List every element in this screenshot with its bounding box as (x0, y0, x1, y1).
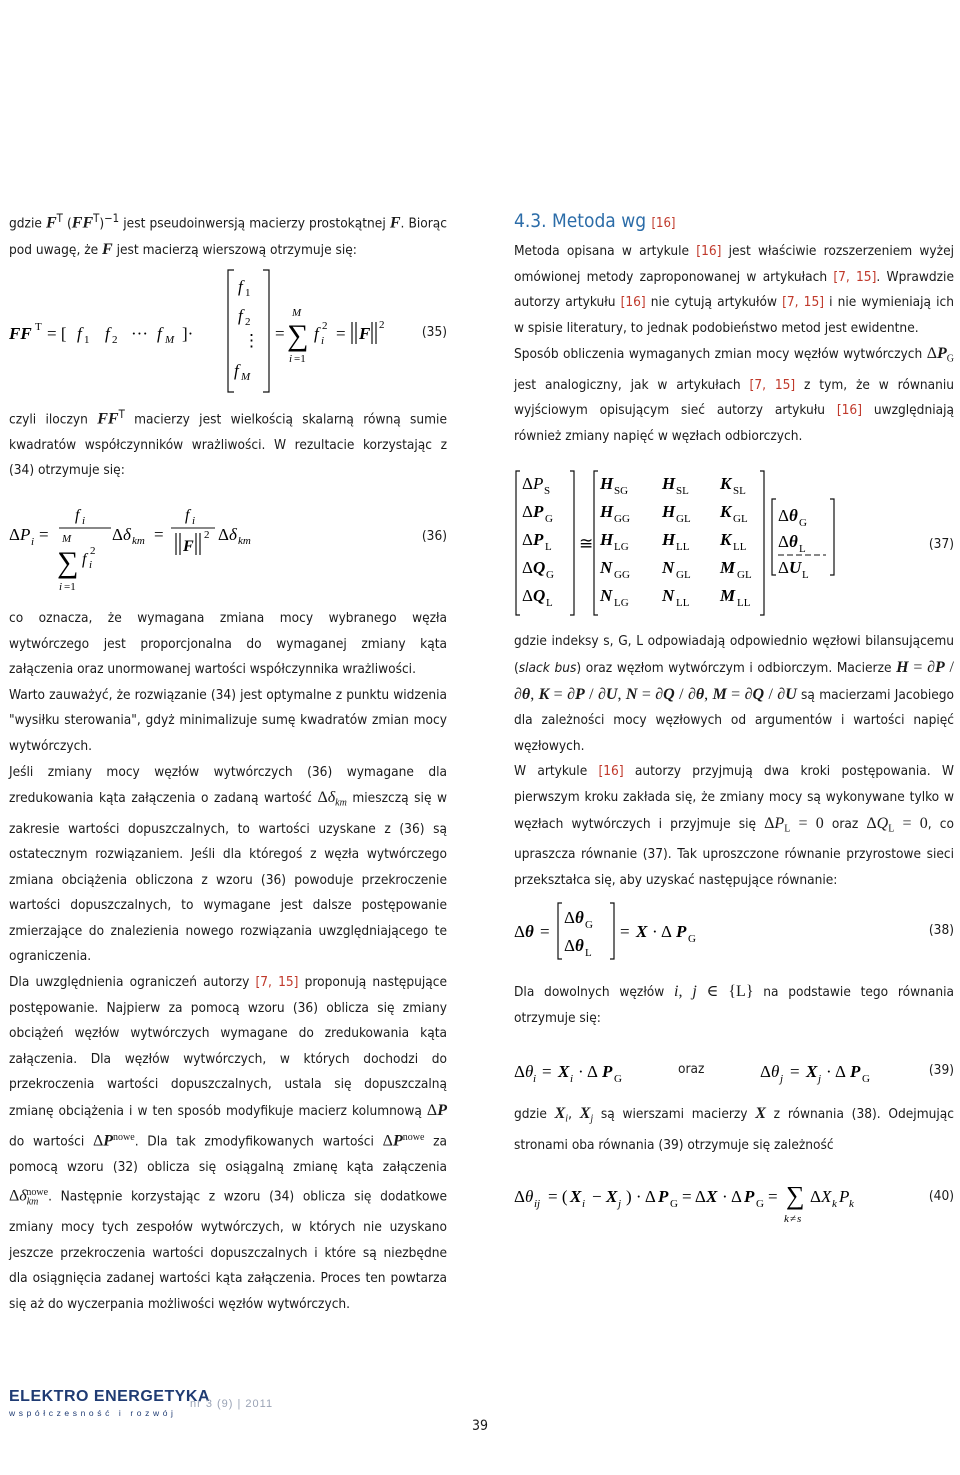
svg-text:Δ: Δ (522, 530, 533, 550)
svg-text:≅: ≅ (579, 534, 594, 554)
paragraph-r1: Metoda opisana w artykule [16] jest właściwie rozszerzeniem wyżej omówionej metody zaproponowanej w artykułach [7, 15]. Wprawdzie autorzy artykułu [16] nie cytują artykułów [7, 15] i nie wymieniają ich w spisie literatury, to jednak podobieństwo metod jest ewidentne. (514, 243, 954, 336)
svg-text:k: k (784, 1213, 789, 1226)
svg-text:P: P (676, 922, 687, 942)
svg-text:= Δ: = Δ (682, 1187, 706, 1207)
equation-35-number: (35) (421, 323, 447, 340)
svg-text:θ: θ (789, 532, 798, 552)
svg-text:K: K (720, 502, 732, 522)
svg-text:· Δ: · Δ (578, 1062, 598, 1082)
svg-text:N: N (600, 586, 613, 606)
paragraph-2: czyli iloczyn $FF^T$ macierzy jest wielkością skalarną równą sumie kwadratów współczynników wrażliwości. W rezultacie korzystając z (34) otrzymuje się: (9, 406, 447, 479)
equation-40-number: (40) (928, 1188, 954, 1205)
svg-text:P: P (839, 1187, 850, 1207)
paragraph-6: Dla uwzględnienia ograniczeń autorzy [7, 15] proponują następujące postępowanie. Najpierw za pomocą wzoru (36) oblicza się zmiany obciążeń węzłów wytwórczych wymagane do zredukowania kąta załączenia. Dla węzłów wytwórczych, w których dochodzi do przekroczenia wartości dopuszczalnych, ustala się dopuszczalną zmianę obciążenia i w ten sposób modyfikuje macierz kolumnową ΔP do wartości $\Delta P^{nowe}$. Dla tak zmodyfikowanych wartości $\Delta P^{nowe}$ za pomocą wzoru (32) oblicza się osiągalną zmianę kąta załączenia $\Delta\delta_{km}^{nowe}$. Następnie korzystając z wzoru (34) oblicza się dodatkowe zmiany mocy tych zespołów wytwórczych, w których nie uzyskano jeszcze przekroczenia wartości dopuszczalnych i które są niezbędne dla osiągnięcia zadanej wartości kąta załączenia. Proces ten powtarza się aż do wyczerpania możliwości węzłów wytwórczych. (9, 974, 448, 1312)
svg-text:L: L (546, 597, 553, 610)
paragraph-r2: Sposób obliczenia wymaganych zmian mocy węzłów wytwórczych $\Delta P_G$ jest analogiczny, jak w artykułach [7, 15] z tym, że w równaniu wyjściowym opisującym sieć autorzy artykułu [16] uwzględniają również zmiany napięć w węzłach odbiorczych. (514, 345, 954, 444)
svg-text:∑: ∑ (786, 1181, 805, 1211)
paragraph-r6: gdzie $X_i$, $X_j$ są wierszami macierzy X z równania (38). Odejmując stronami oba równania (39) otrzymuje się zależność (514, 1105, 954, 1153)
svg-text:G: G (688, 933, 696, 946)
svg-text:X: X (558, 1062, 570, 1082)
svg-text:∑: ∑ (287, 318, 309, 352)
svg-text:= (: = ( (548, 1187, 568, 1207)
svg-text:δ: δ (123, 525, 131, 545)
journal-logo-subtitle: współczesność i rozwój (9, 1408, 177, 1418)
svg-text:f: f (82, 551, 87, 569)
svg-text:Δ: Δ (778, 506, 789, 526)
equation-37-number: (37) (928, 536, 954, 553)
svg-text:θ: θ (525, 1062, 534, 1082)
svg-text:Δ: Δ (112, 525, 123, 545)
svg-text:M: M (62, 533, 72, 546)
svg-text:=: = (39, 525, 49, 545)
svg-text:X: X (606, 1187, 618, 1207)
svg-text:N: N (662, 586, 675, 606)
svg-text:X: X (570, 1187, 582, 1207)
equation-39-right-svg (760, 1053, 890, 1089)
svg-text:U: U (789, 558, 802, 578)
svg-text:s: s (797, 1213, 802, 1226)
svg-text:H: H (600, 530, 614, 550)
svg-text:2: 2 (322, 319, 328, 332)
svg-text:i: i (321, 334, 325, 347)
svg-text:Δ: Δ (522, 502, 533, 522)
svg-text:L: L (585, 947, 592, 960)
svg-text:i: i (192, 515, 196, 528)
svg-text:G: G (670, 1198, 678, 1211)
svg-text:f: f (77, 323, 82, 343)
svg-text:GL: GL (733, 513, 748, 526)
svg-text:· Δ: · Δ (826, 1062, 846, 1082)
svg-text:G: G (614, 1073, 622, 1086)
svg-text:H: H (662, 502, 676, 522)
svg-text:=: = (768, 1187, 778, 1207)
svg-text:X: X (806, 1062, 818, 1082)
svg-text:LG: LG (614, 597, 629, 610)
svg-text:H: H (600, 474, 614, 494)
svg-text:ij: ij (534, 1198, 541, 1211)
svg-text:G: G (585, 919, 593, 932)
svg-text:2: 2 (379, 318, 385, 331)
paragraph-r4: W artykule [16] autorzy przyjmują dwa kroki postępowania. W pierwszym kroku zakłada się, że zmiany mocy są wykonywane tylko w węzłach wytwórczych i przyjmuje się $\Delta P_L = 0$ oraz $\Delta Q_L = 0$, co upraszcza równanie (37). Tak uproszczone równanie przyrostowe sieci przekształca się, aby uzyskać następujące równanie: (514, 763, 955, 888)
svg-text:Δ: Δ (514, 1187, 525, 1207)
svg-text:F: F (359, 323, 371, 343)
equation-37 (514, 469, 954, 621)
svg-text:=: = (620, 922, 630, 942)
svg-text:· Δ: · Δ (652, 922, 672, 942)
svg-text:Δ: Δ (522, 586, 533, 606)
svg-text:H: H (662, 530, 676, 550)
paragraph-1: gdzie $F^T$ $(FF^T)^{-1}$ jest pseudoinwersją macierzy prostokątnej F. Biorąc pod uwagę, że F jest macierzą wierszową otrzymuje się: (9, 211, 447, 259)
svg-text:=: = (542, 1062, 552, 1082)
svg-text:]·: ]· (182, 323, 194, 343)
svg-text:j: j (818, 1073, 822, 1086)
svg-text:LG: LG (614, 541, 629, 554)
svg-text:GG: GG (614, 569, 630, 582)
equation-38 (514, 899, 954, 963)
svg-text:FF: FF (9, 323, 32, 343)
svg-text:M: M (720, 586, 736, 606)
svg-text:M: M (720, 558, 736, 578)
svg-text:i: i (582, 1198, 586, 1211)
svg-text:2: 2 (245, 315, 251, 328)
equation-39-oraz: oraz (678, 1061, 705, 1078)
svg-text:) · Δ: ) · Δ (626, 1187, 656, 1207)
svg-text:LL: LL (737, 597, 751, 610)
svg-text:i: i (289, 352, 293, 365)
svg-text:i: i (570, 1073, 574, 1086)
svg-text:δ: δ (229, 525, 237, 545)
svg-text:Δ: Δ (522, 558, 533, 578)
svg-text:N: N (600, 558, 613, 578)
svg-text:P: P (533, 502, 544, 522)
svg-text:=1: =1 (64, 581, 76, 594)
svg-text:1: 1 (245, 286, 251, 299)
svg-text:Δ: Δ (810, 1187, 821, 1207)
svg-text:Δ: Δ (218, 525, 229, 545)
svg-text:L: L (545, 541, 552, 554)
svg-text:≠: ≠ (790, 1213, 797, 1226)
svg-text:2: 2 (90, 545, 96, 558)
equation-35-svg (9, 264, 409, 402)
svg-text:P: P (850, 1062, 861, 1082)
svg-text:X: X (706, 1187, 718, 1207)
svg-text:2: 2 (112, 333, 118, 346)
equation-35 (9, 264, 447, 402)
svg-text:k: k (849, 1198, 854, 1211)
svg-text:SG: SG (614, 485, 629, 498)
page-number: 39 (472, 1418, 489, 1434)
svg-text:=: = (540, 922, 550, 942)
svg-text:f: f (238, 305, 243, 325)
svg-text:= [: = [ (47, 323, 67, 343)
svg-text:Q: Q (533, 558, 546, 578)
svg-text:P: P (533, 530, 544, 550)
svg-text:=: = (154, 525, 164, 545)
equation-37-svg (514, 469, 914, 619)
svg-text:G: G (756, 1198, 764, 1211)
svg-text:Δ: Δ (514, 1062, 525, 1082)
svg-text:F: F (183, 538, 194, 556)
svg-text:GL: GL (737, 569, 752, 582)
svg-text:Δ: Δ (564, 908, 575, 928)
svg-text:X: X (636, 922, 648, 942)
svg-text:i: i (82, 515, 86, 528)
left-column (9, 206, 447, 1318)
equation-36-number: (36) (421, 528, 447, 545)
svg-text:2: 2 (204, 529, 210, 542)
svg-text:j: j (618, 1198, 622, 1211)
svg-text:θ: θ (525, 922, 534, 942)
svg-text:Δ: Δ (9, 525, 20, 545)
svg-text:⋮: ⋮ (243, 330, 260, 350)
svg-text:j: j (780, 1073, 784, 1086)
svg-text:SL: SL (676, 485, 689, 498)
svg-text:Q: Q (533, 586, 546, 606)
svg-text:P: P (602, 1062, 613, 1082)
svg-text:GG: GG (614, 513, 630, 526)
equation-38-svg (514, 899, 814, 963)
svg-text:K: K (720, 474, 732, 494)
svg-text:θ: θ (575, 908, 584, 928)
svg-text:f: f (157, 323, 162, 343)
svg-text:M: M (241, 370, 251, 383)
paragraph-r5: Dla dowolnych węzłów i, j ∈ {L} na podstawie tego równania otrzymuje się: (514, 983, 955, 1026)
svg-text:i: i (59, 581, 63, 594)
svg-text:P: P (658, 1187, 669, 1207)
svg-text:L: L (799, 543, 806, 556)
svg-text:LL: LL (676, 597, 690, 610)
svg-text:· Δ: · Δ (722, 1187, 742, 1207)
svg-text:θ: θ (771, 1062, 780, 1082)
svg-text:Δ: Δ (514, 922, 525, 942)
svg-text:LL: LL (676, 541, 690, 554)
equation-36-svg (9, 496, 409, 606)
svg-text:N: N (662, 558, 675, 578)
svg-text:GL: GL (676, 569, 691, 582)
svg-text:G: G (799, 517, 807, 530)
svg-text:f: f (75, 507, 80, 525)
paragraph-5: Jeśli zmiany mocy węzłów wytwórczych (36) wymagane dla zredukowania kąta załączenia o zadaną wartość $\Delta\delta_{km}$ mieszczą się w zakresie wartości dopuszczalnych, to wartości uzyskane z (36) są ostatecznym rozwiązaniem. Jeśli dla któregoś z węzła wytwórczego zmiana obciążenia obliczona z wzoru (36) powoduje przekroczenie wartości dopuszczalnych, to wymagane jest dalsze postępowanie zmierzające do znalezienia nowego rozwiązania uwzględniającego te ograniczenia. (9, 763, 447, 965)
svg-text:i: i (89, 559, 93, 572)
right-column (514, 206, 954, 1228)
paragraph-3: co oznacza, że wymagana zmiana mocy wybranego węzła wytwórczego jest proporcjonalna do wymaganej zmiany kąta załączenia oraz unormowanej wartości współczynnika wrażliwości. (9, 610, 447, 678)
svg-text:Δ: Δ (778, 558, 789, 578)
svg-text:Δ: Δ (564, 936, 575, 956)
svg-text:Δ: Δ (778, 532, 789, 552)
equation-40-svg (514, 1178, 874, 1228)
svg-text:θ: θ (575, 936, 584, 956)
svg-text:i: i (31, 536, 35, 549)
paragraph-r3: gdzie indeksy s, G, L odpowiadają odpowiednio węzłowi bilansującemu (slack bus) oraz węzłom wytwórczym i odbiorczym. Macierze H = ∂P / ∂θ, K = ∂P / ∂U, N = ∂Q / ∂θ, M = ∂Q / ∂U są macierzami Jacobiego dla zależności mocy węzłowych od argumentów i wartości napięć węzłowych. (514, 633, 955, 754)
svg-text:P: P (20, 525, 31, 545)
section-heading: 4.3. Metoda wg [16] (514, 210, 676, 232)
svg-text:−: − (592, 1187, 602, 1207)
svg-text:θ: θ (789, 506, 798, 526)
equation-39-number: (39) (928, 1062, 954, 1079)
svg-text:k: k (832, 1198, 837, 1211)
svg-text:G: G (546, 569, 554, 582)
svg-text:Δ: Δ (522, 474, 533, 494)
equation-39-left-svg (514, 1053, 634, 1089)
equation-36 (9, 496, 447, 606)
svg-text:X: X (821, 1187, 832, 1207)
svg-text:Δ: Δ (760, 1062, 771, 1082)
svg-text:S: S (544, 485, 551, 498)
svg-text:L: L (802, 569, 809, 582)
svg-text:GL: GL (676, 513, 691, 526)
svg-text:km: km (238, 535, 251, 548)
svg-text:f: f (234, 360, 239, 380)
svg-text:f: f (238, 276, 243, 296)
svg-text:f: f (105, 323, 110, 343)
svg-text:km: km (132, 535, 145, 548)
svg-text:=: = (275, 323, 285, 343)
svg-text:f: f (185, 507, 190, 525)
svg-text:···: ··· (131, 323, 148, 343)
svg-text:∑: ∑ (57, 546, 79, 580)
svg-text:P: P (744, 1187, 755, 1207)
equation-39 (514, 1051, 954, 1091)
svg-text:G: G (545, 513, 553, 526)
svg-text:T: T (35, 320, 42, 333)
svg-text:G: G (862, 1073, 870, 1086)
svg-text:1: 1 (84, 333, 90, 346)
journal-logo: ELEKTRO ENERGETYKA (9, 1388, 211, 1405)
paragraph-4: Warto zauważyć, że rozwiązanie (34) jest optymalne z punktu widzenia "wysiłku sterowania", gdyż minimalizuje sumę kwadratów zmian mocy wytwórczych. (9, 686, 447, 754)
svg-text:P: P (533, 474, 544, 494)
svg-text:i: i (533, 1073, 537, 1086)
issue-number: nr 3 (9) | 2011 (190, 1398, 274, 1410)
svg-text:θ: θ (525, 1187, 534, 1207)
svg-text:=: = (336, 323, 346, 343)
equation-40 (514, 1178, 954, 1228)
svg-text:=: = (790, 1062, 800, 1082)
equation-38-number: (38) (928, 922, 954, 939)
svg-text:M: M (292, 306, 302, 319)
svg-text:H: H (662, 474, 676, 494)
svg-text:=1: =1 (294, 352, 306, 365)
svg-text:K: K (720, 530, 732, 550)
svg-text:M: M (165, 333, 175, 346)
svg-text:H: H (600, 502, 614, 522)
svg-text:SL: SL (733, 485, 746, 498)
svg-text:f: f (314, 323, 319, 343)
svg-text:LL: LL (733, 541, 747, 554)
